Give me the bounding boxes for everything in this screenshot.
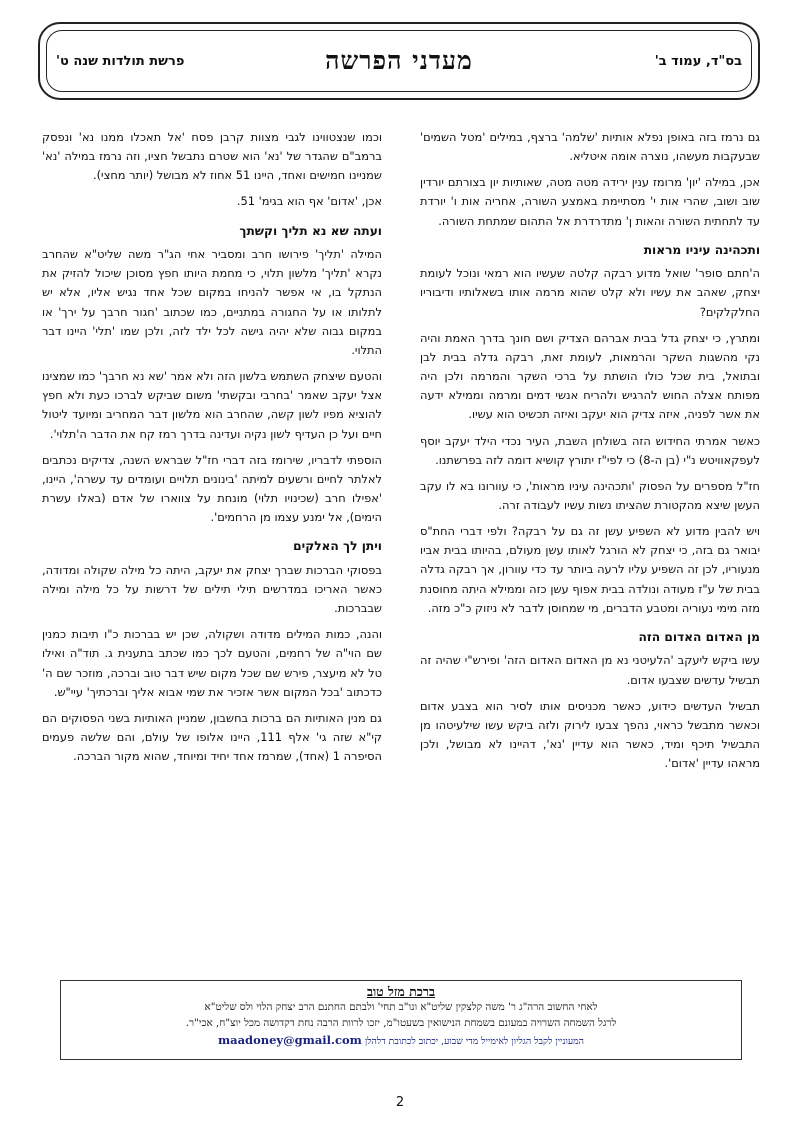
paragraph: ה'חתם סופר' שואל מדוע רבקה קלטה שעשיו הוא רמאי ונוכל לעומת יצחק, שאהב את עשיו ולא קלט שהוא מרמה אותו בשאלותיו ודיבוריו החלקלקים? xyxy=(420,266,760,319)
page-header xyxy=(38,22,760,100)
paragraph: עשו ביקש ליעקב 'הלעיטני נא מן האדום האדום הזה' ופירש"י שהיה זה תבשיל עדשים שצבעו אדום. xyxy=(420,653,760,687)
header-parsha: פרשת תולדות שנה ט' xyxy=(56,53,185,69)
left-column xyxy=(42,128,382,773)
paragraph: והטעם שיצחק השתמש בלשון הזה ולא אמר 'שא נא חרבך' כמו שמצינו אצל יעקב שאמר 'בחרבי ובקשתי' משום שביקש לברכו כעת ולא חפץ להוציא מפיו לשון קשה, שהחרב הוא מלשון דבר המחריב ומיועד ליטול חיים ועל כן העדיף לשון נקיה ועדינה בדרך רמז קח את הדבר ה'תלוי'. xyxy=(42,369,382,441)
right-column xyxy=(420,128,760,780)
header-page-ref: בס"ד, עמוד ב' xyxy=(654,53,742,69)
paragraph: גם מנין האותיות הם ברכות בחשבון, שמניין האותיות בשני הפסוקים הם קי"א שזה גי' אלף 111, היינו אלופו של עולם, והם שלשה פעמים הסיפרה 1 (אחד), שמרמז אחד יחיד ומיוחד, שהוא מקור הברכה. xyxy=(42,710,382,764)
paragraph: חז"ל מספרים על הפסוק 'ותכהינה עיניו מראות', כי עוורונו בא לו עקב העשן שיצא מהקטורת שהציתו נשות עשיו לעבודה זרה. xyxy=(420,478,760,512)
email-link[interactable]: maadoney@gmail.com xyxy=(217,1032,362,1047)
mazal-tov-line: לאחי החשוב הרה"ג ר' משה קלצקין שליט"א ונו"ב תחי' ולבתם החתנם הרב יצחק הלוי ולס שליט"א xyxy=(204,1001,598,1013)
paragraph: המילה 'תליך' פירושו חרב ומסביר אחי הג"ר משה שליט"א שהחרב נקרא 'תליך' מלשון תלוי, כי מחמת היותו חפץ מסוכן שיכול להזיק את הנתקל בו, אי אפשר להניחו במקום שכל אחד נגיש אליו, אלא יש לתלותו או על החגורה במתניים, כמו שכתוב 'חגור חרבך על ירך' או במקום גבוה שלא יהיה גישה לכל ילד לזה, ולכן שמו 'תלי' היינו דבר התלוי. xyxy=(42,247,382,357)
newsletter-title: מעדני הפרשה xyxy=(325,46,473,75)
section-heading: ועתה שא נא תליך וקשתך xyxy=(239,223,382,238)
mazal-tov-title: ברכת מזל טוב xyxy=(366,984,436,999)
mazal-tov-line: לרגל השמחה השרויה במעונם בשמחת הנישואין בשעטו"מ, יזכו לרוות הרבה נחת דקדושה מכל יוצ"ח, אכי"ר. xyxy=(185,1016,617,1029)
paragraph: אכן, 'אדום' אף הוא בגימ' 51. xyxy=(236,194,382,209)
paragraph: אכן, במילה 'יון' מרומז ענין ירידה מטה מטה, שאותיות יון בצורתם יורדין שוב ושוב, שהרי אות י' מסתיימת באמצע השורה, אחריה אות ו' יורדת עד לתחתית השורה והאות ן' מתדרדרת אל התהום שמתחת השורה. xyxy=(420,175,760,228)
paragraph: בפסוקי הברכות שברך יצחק את יעקב, היתה כל מילה שקולה ומדודה, כאשר האריכו במדרשים תילי תילים של דרשות על כל מילה ומילה שבברכות. xyxy=(42,562,382,616)
page-number: 2 xyxy=(395,1095,405,1110)
paragraph: הוספתי לדבריו, שירומז בזה דברי חז"ל שבראש השנה, צדיקים נכתבים לאלתר לחיים ורשעים למיתה 'בינונים תלויים ועומדים עד עשרה', היינו, 'אפילו חרב (שכינויו תלוי) מונחת על צווארו של אדם (באלו עשרת הימים), אל ימנע עצמו מן הרחמים'. xyxy=(42,452,382,525)
paragraph: כאשר אמרתי החידוש הזה בשולחן השבת, העיר נכדי הילד יעקב יוסף לעפקאוויטש נ"י (בן ה-8) כי לפי"ז יתורץ קושיא דומה לזה בפרשתנו. xyxy=(420,433,760,467)
paragraph: וכמו שנצטווינו לגבי מצוות קרבן פסח 'אל תאכלו ממנו נא' ונפסק ברמב"ם שהגדר של 'נא' הוא שטרם נתבשל חציו, וזה נרמז במילה 'נא' שמניינו חמישים ואחד, היינו 51 אחוז לא מבושל (יותר מחצי). xyxy=(42,130,382,183)
paragraph: גם נרמז בזה באופן נפלא אותיות 'שלמה' ברצף, במילים 'מטל השמים' שבעקבות מעשהו, נוצרה אומה איטליא. xyxy=(420,130,760,164)
mazal-tov-box xyxy=(60,980,742,1060)
section-heading: מן האדום האדום הזה xyxy=(638,629,760,644)
section-heading: ותכהינה עיניו מראות xyxy=(643,242,760,257)
section-heading: ויתן לך האלקים xyxy=(293,539,382,554)
subscribe-text: המעוניין לקבל הגליון לאימייל מדי שבוע, יכתוב לכתובת דלהלן xyxy=(364,1035,585,1047)
paragraph: תבשיל העדשים כידוע, כאשר מכניסים אותו לסיר הוא בצבע אדום וכאשר מתבשל כראוי, נהפך צבעו לירוק ולזה ביקש עשו שילעיטהו מן התבשיל תיכף ומיד, כאשר הוא עדיין 'נא', דהיינו לא מבושל, ולכן מראהו עדיין 'אדום'. xyxy=(420,698,760,771)
paragraph: ויש להבין מדוע לא השפיע עשן זה גם על רבקה? ולפי דברי החת"ס יבואר גם בזה, כי יצחק לא הורגל לאותו עשן מעולם, בהיותו בבית אביו מנעוריו, לכן זה השפיע עליו לרעה ביותר עד כדי עוורון, אך רבקה גדלה בבית של ע"ז מעודה ונולדה בבית אפוף עשן כזה וממילא היתה מחוסנת מזה מימי נעוריה ומטבע הדברים, מי שמחוסן לדבר לא ניזוק כ"כ מזה. xyxy=(420,524,760,615)
paragraph: והנה, כמות המילים מדודה ושקולה, שכן יש בברכות כ"ו תיבות כמנין שם הוי"ה של רחמים, והטעם לכך כמו שכתב בתענית ג. תוד"ה ואילו טל לא מיעצר, פירש שם שכל מקום שיש דבר טוב וברכה, מוזכר שם ה' כדכתוב 'בכל המקום אשר אזכיר את שמי אבוא אליך וברכתיך' עיי"ש. xyxy=(42,627,382,699)
paragraph: ומתרץ, כי יצחק גדל בבית אברהם הצדיק ושם חונך בדרך האמת והיה נקי מהשגות השקר והרמאות, לעומת זאת, רבקה גדלה בבית לבן ובתואל, בית שכל כולו הושתת על ברכי השקר והמרמה ולכן היה מפותח אצלה החוש להרגיש ולהריח אנשי דמים ומרמה וממילא ידעה את אשר לפניה, איזה צדיק הוא יעקב ואיזה תכשיט הוא עשיו. xyxy=(420,330,760,422)
